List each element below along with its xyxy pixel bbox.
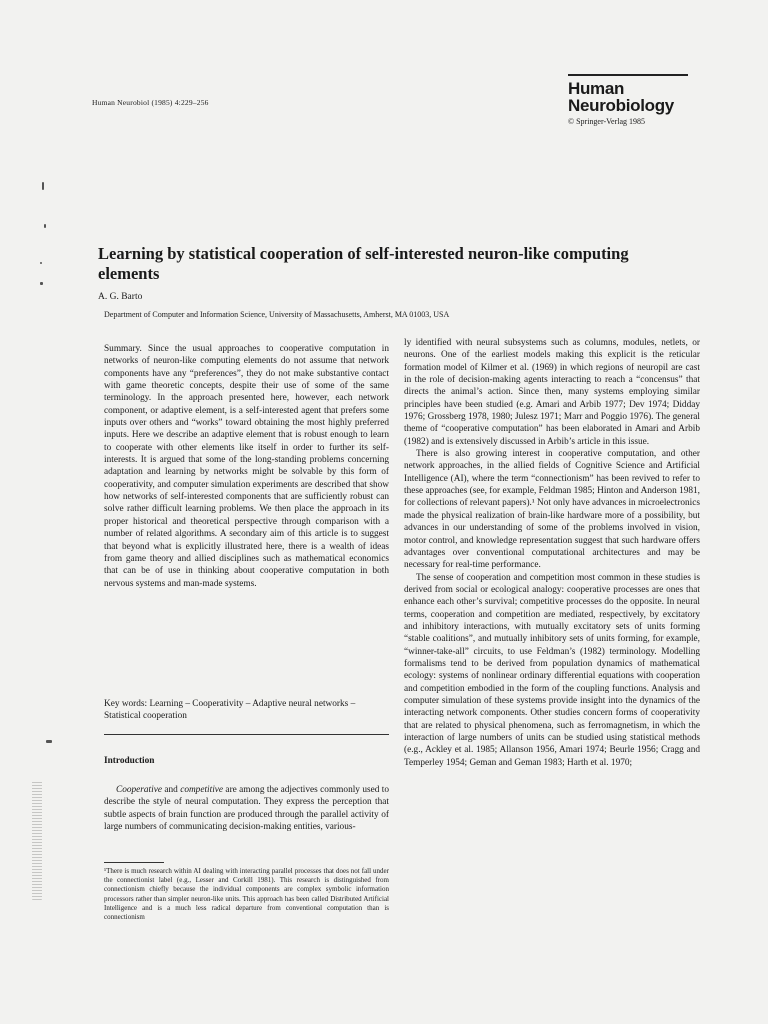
- right-column: [404, 337, 700, 769]
- journal-masthead: [568, 74, 688, 126]
- right-paragraph-2: There is also growing interest in cooperative computation, and other network approaches, in the allied fields of Cognitive Science and Artificial Intelligence (AI), where the term “connectionism” has been revived to refer to these approaches (see, for example, Feldman 1985; Hinton and Anderson 1981, for collections of relevant papers).¹ Not only have advances in microelectronics made the physical realization of brain-like hardware more of a possibility, but advances in our understanding of some of the problems involved in vision, motor control, and knowledge representation suggest that such hardware offers advantages over conventional computational architectures and may be necessary for real-time performance.: [404, 449, 700, 571]
- footnote: [104, 867, 389, 922]
- footnote-rule: [104, 862, 164, 863]
- summary-paragraph: [104, 343, 389, 590]
- author-affiliation: Department of Computer and Information Science, University of Massachusetts, Amherst, MA 01003, USA: [104, 310, 450, 319]
- keywords-text: Learning – Cooperativity – Adaptive neural networks – Statistical cooperation: [104, 699, 356, 722]
- intro-italic-cooperative: Cooperative: [116, 785, 162, 795]
- keywords-label: Key words:: [104, 699, 148, 709]
- scan-artifact: [40, 262, 42, 264]
- intro-text: are among the adjectives commonly used to describe the style of neural computation. They express the perception that subtle aspects of brain function are produced through the parallel activity of large numbers of communicating decision-making entities, various-: [104, 785, 389, 833]
- introduction-heading: Introduction: [104, 756, 155, 766]
- introduction-text-block: [104, 784, 389, 833]
- scan-artifact: [42, 182, 44, 190]
- intro-italic-competitive: competitive: [180, 785, 224, 795]
- journal-title-line2: Neurobiology: [568, 95, 674, 115]
- masthead-rule: [568, 74, 688, 76]
- intro-and: and: [161, 785, 181, 795]
- journal-citation: Human Neurobiol (1985) 4:229–256: [92, 98, 209, 107]
- keywords-section: [104, 698, 389, 723]
- scan-artifact: [44, 224, 46, 228]
- scan-artifact: [32, 780, 42, 900]
- summary-section: [104, 343, 389, 590]
- scan-artifact: [46, 740, 52, 743]
- publisher-copyright: © Springer-Verlag 1985: [568, 116, 646, 126]
- footnote-text: There is much research within AI dealing with interacting parallel processes that does not fall under the connectionist label (e.g., Lesser and Corkill 1981). This research is distinguished from connectionism chiefly because the individual components are complex symbolic information processors rather than simpler neuron-like units. This approach has been called Distributed Artificial Intelligence and is a much less radical departure from conventional computation than is connectionism: [104, 867, 389, 922]
- scan-artifact: [40, 282, 43, 285]
- journal-title-line1: Human: [568, 78, 625, 98]
- summary-label: Summary.: [104, 344, 142, 354]
- footnote-marker: ¹: [104, 867, 107, 875]
- introduction-paragraph: [104, 784, 389, 833]
- right-paragraph-3: The sense of cooperation and competition most common in these studies is derived from social or ecological analogy: cooperative processes are ones that enhance each other’s survival; competitive processes do the opposite. In neural terms, cooperation and competition are mediated, respectively, by excitatory and inhibitory interactions, with mutually excitatory sets of units forming “stable coalitions”, and mutually inhibitory sets of units forming, for example, “winner-take-all” circuits, to use Feldman’s (1982) terminology. Modelling formalisms tend to be derived from population dynamics of mathematical ecology: systems of nonlinear ordinary differential equations with cooperation and competition embodied in the form of the coupling functions. Analysis and computer simulation of these systems provide insight into the dynamics of the interacting network components. Other studies concern forms of cooperativity that are related to physical phenomena, such as ferromagnetism, in which the interaction of large numbers of units can be studied using statistical methods (e.g., Ackley et al. 1985; Allanson 1956, Amari 1974; Beurle 1956; Cragg and Temperley 1954; Geman and Geman 1983; Harth et al. 1970;: [404, 572, 700, 768]
- summary-text: Since the usual approaches to cooperative computation in networks of neuron-like computing elements do not assume that network components have any “preferences”, they do not make substantive contact with game theoretic concepts, despite their use of some of the same terminology. In the approach presented here, however, each network component, or adaptive element, is a self-interested agent that prefers some inputs over others and “works” toward obtaining the most highly preferred inputs. Here we describe an adaptive element that is robust enough to learn to cooperate with other elements like itself in order to further its self-interests. It is argued that some of the long-standing problems concerning adaptation and learning by networks might be solvable by this form of cooperativity, and computer simulation experiments are described that show how networks of self-interested components that are sufficiently robust can solve rather difficult learning problems. We then place the approach in its proper historical and theoretical perspective through comparison with a number of related algorithms. A secondary aim of this article is to suggest that beyond what is explicitly illustrated here, there is a wealth of ideas from game theory and allied disciplines such as mathematical economics that can be of use in thinking about cooperative computation in both nervous systems and man-made systems.: [104, 344, 389, 589]
- article-author: A. G. Barto: [98, 292, 143, 302]
- right-paragraph-1: ly identified with neural subsystems such as columns, modules, netlets, or neurons. One of the earliest models making this explicit is the reticular formation model of Kilmer et al. (1969) in which regions of neuropil are cast in the role of decision-making agents interacting to reach a “concensus” that directs the animal’s action. Since then, many systems employing similar principles have been studied (e.g. Amari and Arbib 1977; Dev 1974; Didday 1976; Grossberg 1978, 1980; Julesz 1971; Marr and Poggio 1976). The general theme of “cooperative computation” has been elaborated in Amari and Arbib (1982) and is extensively discussed in Arbib’s article in this issue.: [404, 338, 700, 447]
- section-divider: [104, 734, 389, 735]
- article-title: Learning by statistical cooperation of self-interested neuron-like computing elements: [98, 244, 629, 283]
